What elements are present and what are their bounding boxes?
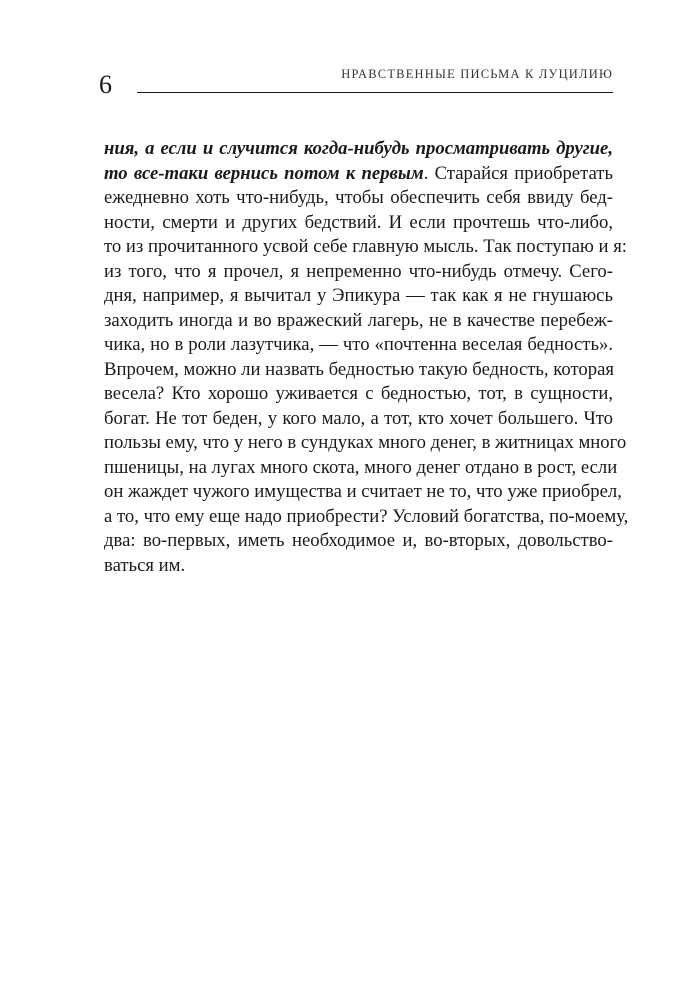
text-line: заходить иногда и во вражеский лагерь, не в качестве перебеж-	[104, 309, 613, 331]
text-line: ности, смерти и других бедствий. И если прочтешь что-либо,	[104, 211, 613, 233]
text-line: из того, что я прочел, я непременно что-нибудь отмечу. Сего-	[104, 260, 613, 282]
emphasized-text: ния, а если и случится когда-нибудь просматривать другие,	[104, 138, 613, 159]
running-head: НРАВСТВЕННЫЕ ПИСЬМА К ЛУЦИЛИЮ	[341, 67, 613, 81]
text-line: а то, что ему еще надо приобрести? Условий богатства, по-моему,	[104, 505, 629, 527]
text-line: он жаждет чужого имущества и считает не то, что уже приобрел,	[104, 481, 622, 502]
text-line: два: во-первых, иметь необходимое и, во-вторых, довольство-	[104, 530, 613, 551]
text-line: пшеницы, на лугах много скота, много денег отдано в рост, если	[104, 456, 618, 478]
text-line: весела? Кто хорошо уживается с бедностью, тот, в сущности,	[104, 383, 613, 404]
text-line: ваться им.	[104, 554, 186, 576]
text-line: ежедневно хоть что-нибудь, чтобы обеспечить себя ввиду бед-	[104, 187, 613, 208]
regular-text: . Старайся приобретать	[423, 162, 613, 184]
text-line: то из прочитанного усвой себе главную мысль. Так поступаю и я:	[104, 236, 627, 257]
header-rule	[137, 92, 613, 93]
page-number: 6	[99, 70, 112, 99]
text-line: дня, например, я вычитал у Эпикура — так как я не гнушаюсь	[104, 285, 613, 306]
body-text	[104, 137, 629, 578]
text-line	[104, 137, 613, 162]
emphasized-text: то все-таки вернись потом к первым	[104, 162, 424, 184]
text-line: Впрочем, можно ли назвать бедностью такую бедность, которая	[104, 358, 614, 380]
text-line: пользы ему, что у него в сундуках много денег, в житницах много	[104, 432, 627, 453]
text-line: богат. Не тот беден, у кого мало, а тот, кто хочет большего. Что	[104, 407, 613, 429]
text-line	[104, 162, 613, 187]
text-line: чика, но в роли лазутчика, — что «почтенна веселая бедность».	[104, 334, 613, 355]
